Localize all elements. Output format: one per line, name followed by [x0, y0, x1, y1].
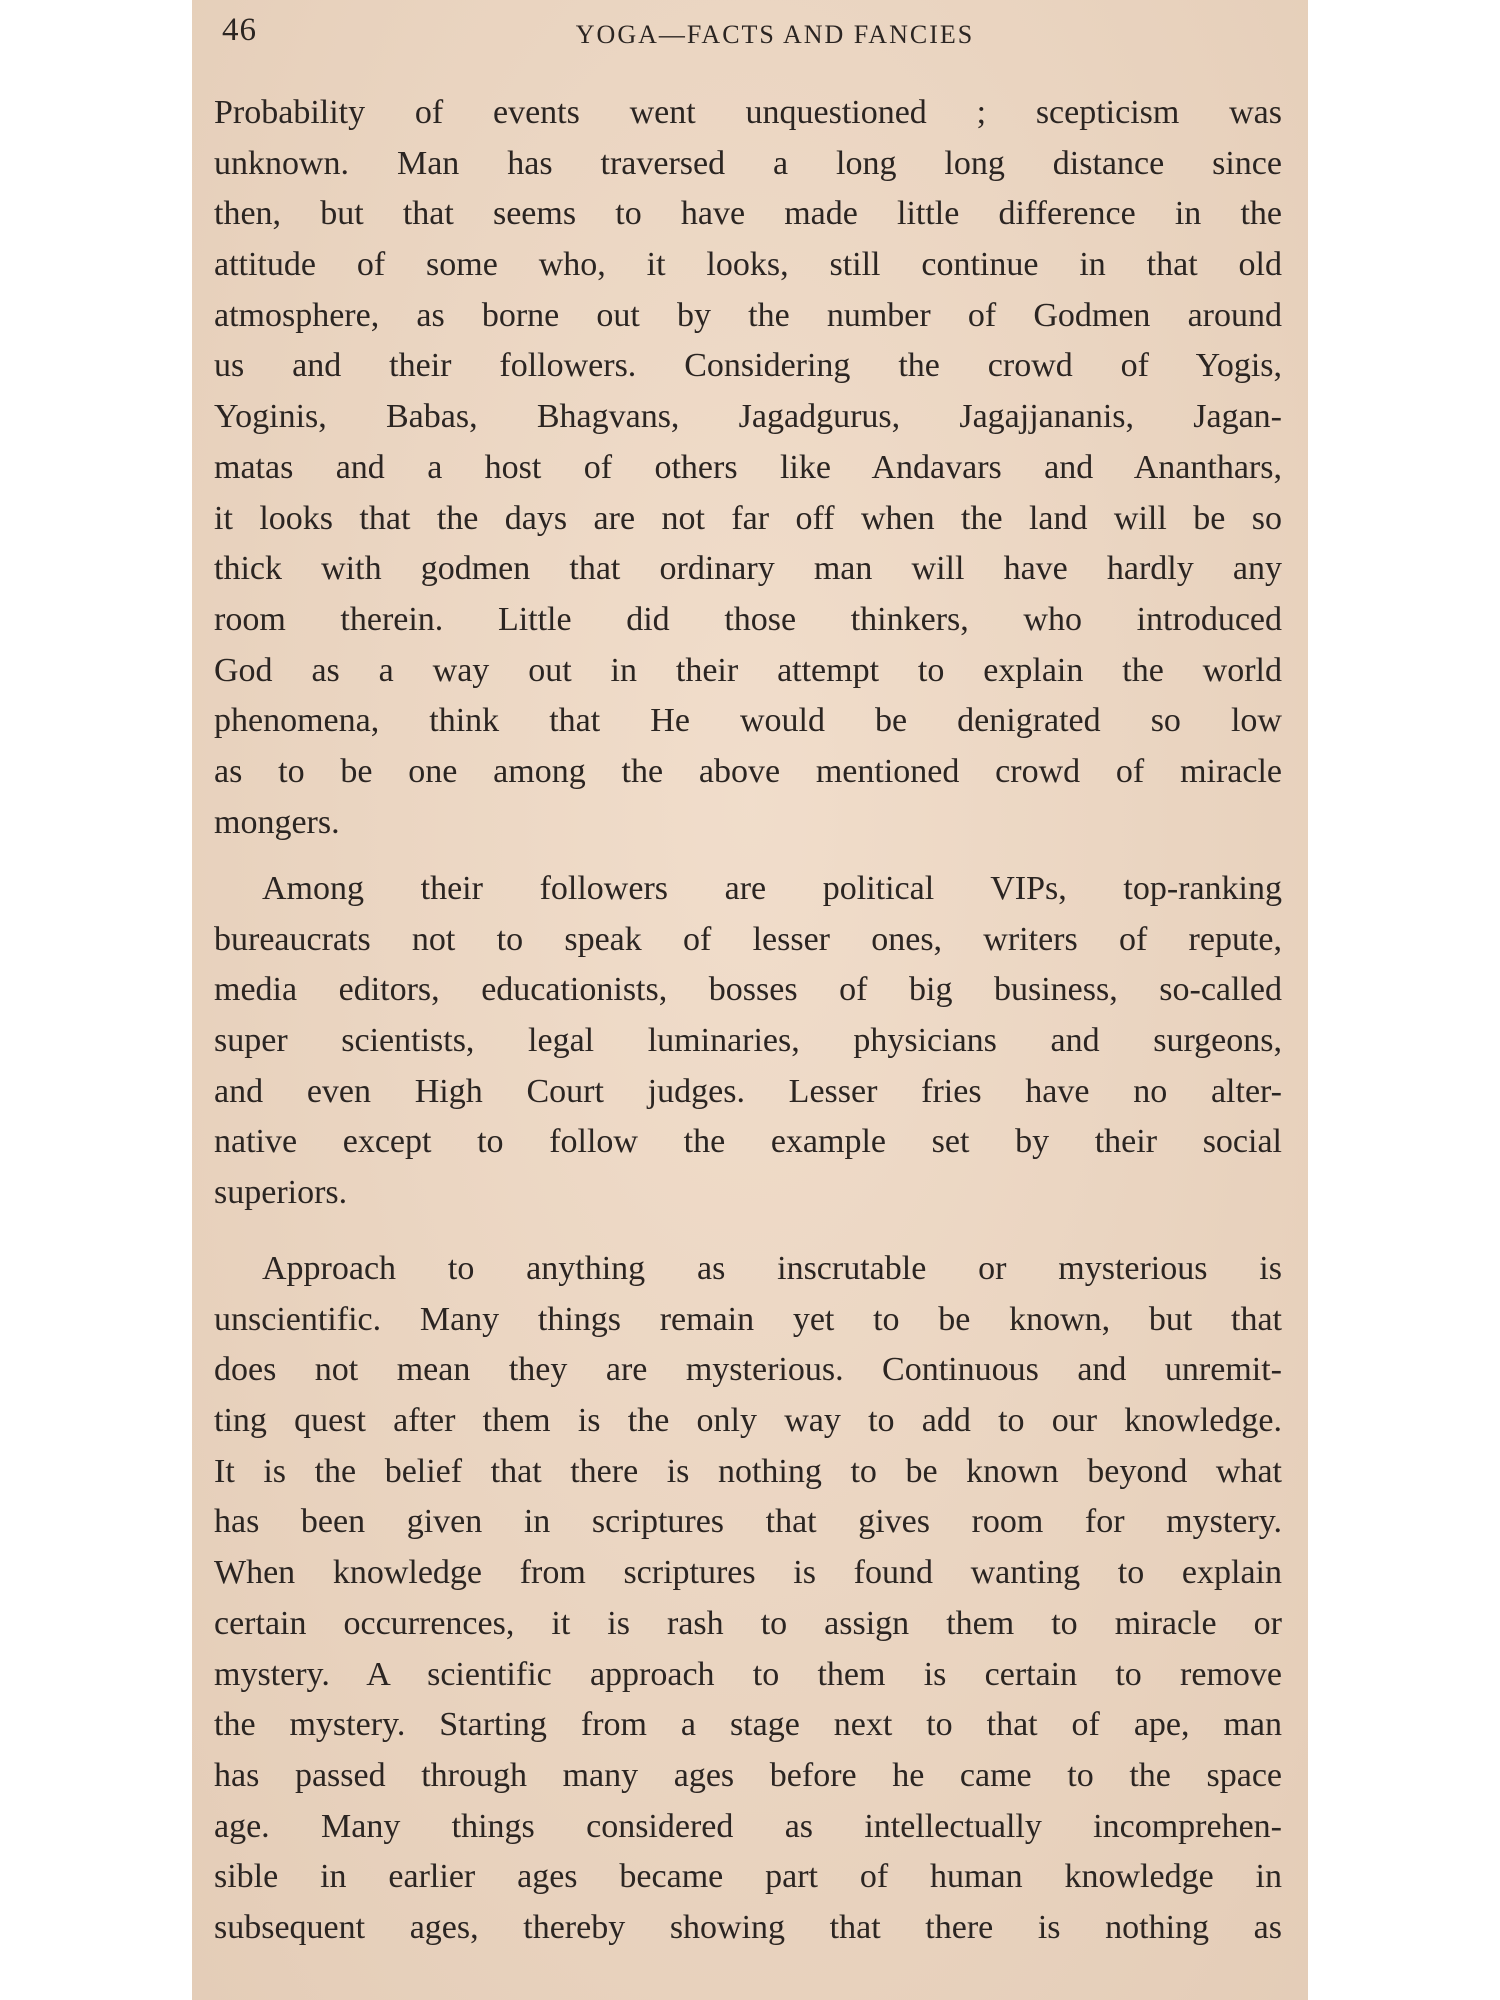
- text-line: attitude of some who, it looks, still continue in that old: [214, 246, 1282, 284]
- text-line: Among their followers are political VIPs, top-ranking: [262, 870, 1282, 907]
- text-line: Probability of events went unquestioned ; scepticism was: [214, 94, 1282, 131]
- text-line: us and their followers. Considering the crowd of Yogis,: [214, 347, 1282, 385]
- running-title: YOGA—FACTS AND FANCIES: [575, 20, 975, 49]
- text-line: phenomena, think that He would be denigrated so low: [214, 702, 1282, 740]
- paragraph-1: [214, 88, 1282, 848]
- text-line: thick with godmen that ordinary man will have hardly any: [214, 550, 1282, 588]
- text-line: bureaucrats not to speak of lesser ones, writers of repute,: [214, 920, 1282, 958]
- text-line: it looks that the days are not far off when the land will be so: [214, 499, 1282, 537]
- text-line: room therein. Little did those thinkers, who introduced: [214, 600, 1282, 638]
- text-line: and even High Court judges. Lesser fries have no alter-: [214, 1072, 1282, 1110]
- text-line: then, but that seems to have made little difference in the: [214, 195, 1282, 233]
- running-head: [222, 12, 1258, 52]
- text-line: unknown. Man has traversed a long long distance since: [214, 144, 1282, 182]
- paragraph-3: [214, 1244, 1282, 1954]
- text-line: Approach to anything as inscrutable or mysterious is: [262, 1250, 1282, 1287]
- text-line: mongers.: [214, 803, 340, 841]
- text-line: mystery. A scientific approach to them is certain to remove: [214, 1655, 1282, 1693]
- text-line: subsequent ages, thereby showing that there is nothing as: [214, 1908, 1282, 1946]
- text-line: Yoginis, Babas, Bhagvans, Jagadgurus, Jagajjananis, Jagan-: [214, 398, 1282, 436]
- text-line: the mystery. Starting from a stage next to that of ape, man: [214, 1706, 1282, 1744]
- text-line: media editors, educationists, bosses of big business, so-called: [214, 971, 1282, 1009]
- text-line: as to be one among the above mentioned crowd of miracle: [214, 752, 1282, 790]
- text-line: age. Many things considered as intellectually incomprehen-: [214, 1807, 1282, 1845]
- text-line: It is the belief that there is nothing to be known beyond what: [214, 1452, 1282, 1490]
- text-line: has been given in scriptures that gives room for mystery.: [214, 1503, 1282, 1541]
- paragraph-2: [214, 864, 1282, 1219]
- text-line: sible in earlier ages became part of human knowledge in: [214, 1858, 1282, 1896]
- text-line: atmosphere, as borne out by the number of Godmen around: [214, 296, 1282, 334]
- text-line: superiors.: [214, 1174, 348, 1212]
- text-line: does not mean they are mysterious. Continuous and unremit-: [214, 1351, 1282, 1389]
- text-line: has passed through many ages before he came to the space: [214, 1756, 1282, 1794]
- text-line: When knowledge from scriptures is found wanting to explain: [214, 1554, 1282, 1592]
- text-line: unscientific. Many things remain yet to be known, but that: [214, 1300, 1282, 1338]
- text-line: super scientists, legal luminaries, physicians and surgeons,: [214, 1022, 1282, 1060]
- scanned-page: [192, 0, 1308, 2000]
- text-line: matas and a host of others like Andavars and Ananthars,: [214, 448, 1282, 486]
- text-line: native except to follow the example set by their social: [214, 1123, 1282, 1161]
- page-number: 46: [222, 12, 257, 48]
- text-line: God as a way out in their attempt to explain the world: [214, 651, 1282, 689]
- text-line: certain occurrences, it is rash to assign them to miracle or: [214, 1604, 1282, 1642]
- text-line: ting quest after them is the only way to add to our knowledge.: [214, 1402, 1282, 1440]
